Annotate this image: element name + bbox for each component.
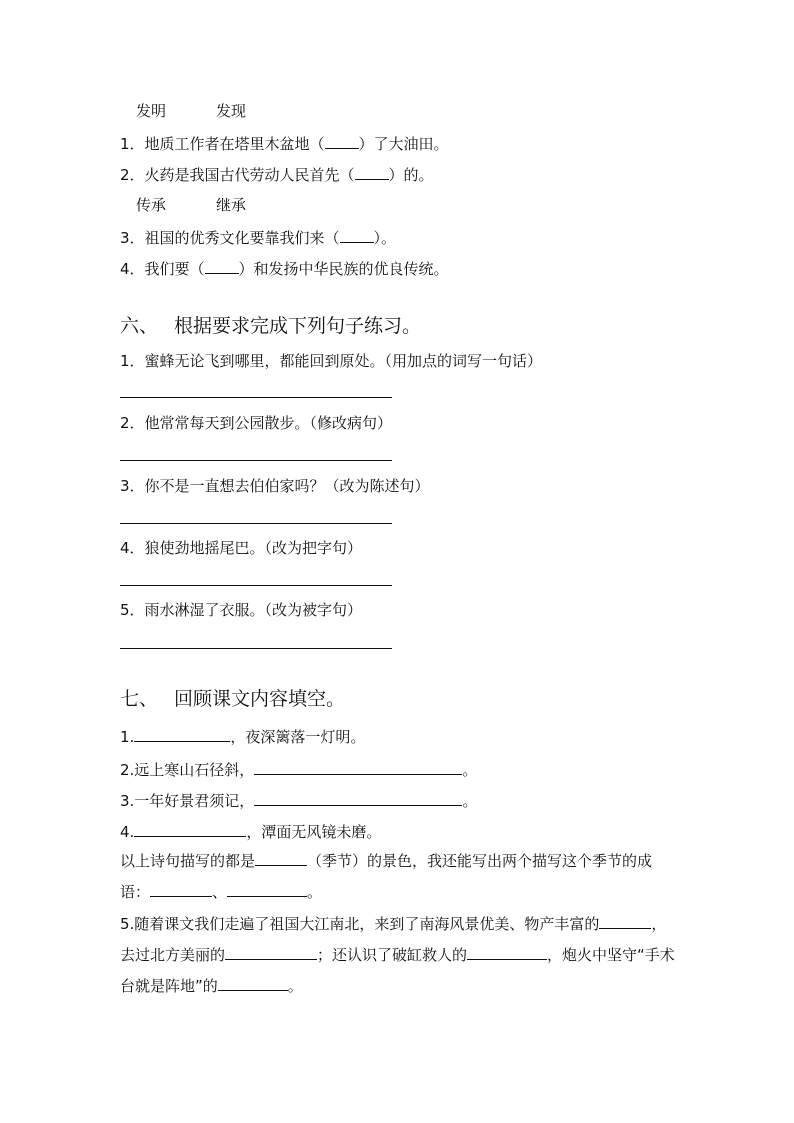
- question-text: （季节）的景色，我还能写出两个描写这个季节的成语：: [120, 852, 653, 901]
- question-text: ，去过北方美丽的: [120, 915, 667, 964]
- sentence-task-1: 1．蜜蜂无论飞到哪里，都能回到原处。（用加点的词写一句话）: [120, 352, 543, 370]
- answer-line-4[interactable]: [120, 585, 392, 586]
- section-title: 根据要求完成下列句子练习。: [174, 315, 422, 337]
- question-text: ）的。: [388, 166, 434, 184]
- fill-question-4: [120, 258, 449, 279]
- poem-text: 3.一年好景君须记，: [120, 792, 255, 810]
- answer-line-5[interactable]: [120, 648, 392, 649]
- answer-blank[interactable]: [218, 975, 288, 991]
- answer-line-2[interactable]: [120, 460, 392, 461]
- question-text: 。: [307, 883, 323, 901]
- answer-line-3[interactable]: [120, 523, 392, 524]
- item-number: 1.: [120, 728, 135, 746]
- sentence-task-2: 2．他常常每天到公园散步。（修改病句）: [120, 414, 393, 432]
- answer-blank[interactable]: [227, 881, 307, 897]
- textbook-review-question: [120, 909, 676, 1002]
- season-question: [120, 846, 676, 908]
- question-text: 、: [212, 883, 228, 901]
- word-option-famingg: 发明: [136, 102, 167, 120]
- poem-fill-2: [120, 759, 477, 780]
- question-text: 2．火药是我国古代劳动人民首先（: [120, 166, 355, 184]
- poem-fill-1: [120, 726, 365, 747]
- section-title: 回顾课文内容填空。: [174, 688, 346, 710]
- word-option-faxian: 发现: [216, 102, 247, 120]
- fill-question-2: [120, 164, 434, 185]
- item-number: 4.: [120, 823, 135, 841]
- sentence-task-5: 5．雨水淋湿了衣服。（改为被字句）: [120, 601, 363, 619]
- question-text: 以上诗句描写的都是: [120, 852, 256, 870]
- poem-text: ，潭面无风镜未磨。: [246, 823, 382, 841]
- question-text: ）了大油田。: [358, 135, 449, 153]
- answer-blank[interactable]: [150, 881, 212, 897]
- answer-blank[interactable]: [340, 227, 374, 243]
- poem-text: 。: [462, 761, 478, 779]
- fill-question-3: [120, 227, 396, 248]
- sentence-task-4: 4．狼使劲地摇尾巴。（改为把字句）: [120, 539, 363, 557]
- answer-blank[interactable]: [325, 133, 359, 149]
- poem-text: 2.远上寒山石径斜，: [120, 761, 255, 779]
- section-6-heading: [120, 313, 421, 339]
- answer-blank[interactable]: [205, 258, 239, 274]
- question-text: 3．祖国的优秀文化要靠我们来（: [120, 229, 340, 247]
- answer-blank[interactable]: [255, 850, 307, 866]
- answer-blank[interactable]: [254, 790, 462, 806]
- section-number: 七、: [120, 688, 159, 710]
- poem-fill-4: [120, 821, 381, 842]
- fill-question-1: [120, 133, 449, 154]
- poem-fill-3: [120, 790, 477, 811]
- answer-blank[interactable]: [599, 913, 651, 929]
- answer-blank[interactable]: [134, 726, 230, 742]
- question-text: 1．地质工作者在塔里木盆地（: [120, 135, 325, 153]
- poem-text: ，夜深篱落一灯明。: [230, 728, 366, 746]
- section-number: 六、: [120, 315, 159, 337]
- sentence-task-3: 3．你不是一直想去伯伯家吗？（改为陈述句）: [120, 477, 430, 495]
- question-text: ；还认识了破缸救人的: [317, 946, 468, 964]
- question-text: 5.随着课文我们走遍了祖国大江南北，来到了南海风景优美、物产丰富的: [120, 915, 600, 933]
- question-text: 。: [287, 977, 303, 995]
- answer-blank[interactable]: [225, 944, 317, 960]
- answer-blank[interactable]: [134, 821, 246, 837]
- answer-blank[interactable]: [254, 759, 462, 775]
- answer-blank[interactable]: [355, 164, 389, 180]
- word-option-jicheng: 继承: [216, 196, 247, 214]
- answer-blank[interactable]: [467, 944, 547, 960]
- answer-line-1[interactable]: [120, 397, 392, 398]
- question-text: ）和发扬中华民族的优良传统。: [238, 260, 449, 278]
- section-7-heading: [120, 686, 345, 712]
- question-text: ，炮火中坚守“手术台就是阵地”的: [120, 946, 675, 995]
- word-option-chuancheng: 传承: [136, 196, 167, 214]
- question-text: 4．我们要（: [120, 260, 205, 278]
- question-text: ）。: [373, 229, 397, 247]
- poem-text: 。: [462, 792, 478, 810]
